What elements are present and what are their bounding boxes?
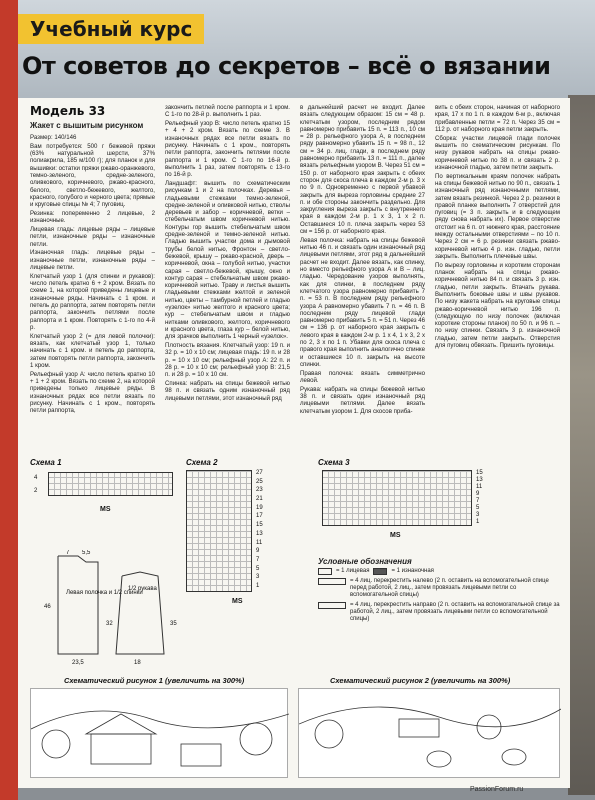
paragraph: Изнаночная гладь: лицевые ряды – изнаночные петли, изнаночные ряды – лицевые петли. <box>30 249 155 272</box>
legend-text: = 4 лиц. перекрестить налево (2 п. оставить на вспомогательной спице перед работой, 2 лиц., затем провязать лицевыми петли со вспомогательной спицы) <box>350 578 549 598</box>
dim-w2: 5,5 <box>82 550 91 556</box>
legend-title: Условные обозначения <box>318 557 412 566</box>
paragraph: Размер: 140/146 <box>30 134 77 141</box>
paragraph: Правая полочка: вязать симметрично левой. <box>300 369 425 384</box>
row-label: 15 <box>256 522 263 529</box>
dim-b1: 23,5 <box>72 660 84 666</box>
paragraph: Рельефный узор А: число петель кратно 10 + 1 + 2 кром. Вязать по схеме 2, на которой приведены только лицевые ряды. В изнаночных рядах все петли вязать по рисунку. Начинать с 1 кром., повторять петли раппорта, <box>30 370 155 415</box>
legend-row <box>318 602 563 623</box>
section-kicker: Учебный курс <box>18 14 204 44</box>
row-label: 27 <box>256 470 263 476</box>
scheme-1-grid <box>48 472 173 496</box>
dim-h1: 46 <box>44 604 51 610</box>
column-4 <box>435 104 560 444</box>
scheme-3-grid <box>322 470 472 526</box>
row-label: 11 <box>256 539 263 546</box>
paragraph: вить с обеих сторон, начиная от наборного края, 17 х по 1 п. в каждом 6-м р., включая прибавленные петли = 72 п. Через 35 см = 112 р. от наборного края петли закрыть. <box>435 104 560 133</box>
scheme-2-grid <box>186 470 252 592</box>
cable-right-icon <box>318 602 346 609</box>
scheme-3-title: Схема 3 <box>318 458 350 467</box>
knit-symbol-icon <box>318 568 332 575</box>
dim-b2: 18 <box>134 660 141 666</box>
row-label: 11 <box>476 484 483 490</box>
purl-symbol-icon <box>373 568 387 575</box>
left-panel-outline <box>58 556 98 654</box>
row-label: 15 <box>476 470 483 476</box>
row-label: 13 <box>256 530 263 537</box>
row-label: 7 <box>256 556 260 563</box>
column-2 <box>165 104 290 444</box>
legend-text: = 1 изнаночная <box>391 568 434 574</box>
paragraph: Плотность вязания. Клетчатый узор: 19 п. и 32 р. = 10 х 10 см; лицевая гладь: 19 п. и 28 р. = 10 х 10 см; рельефный узор А: 22 п. и 28 р. = 10 х 10 см; рельефный узор В: 21,5 п. и 28 р. = 10 х 10 см. <box>165 342 290 379</box>
legend-row <box>318 578 563 599</box>
paragraph: в дальнейший расчет не входит. Далее вязать следующим образом: 15 см = 48 р. клетчатым узором, последним рядом равномерно прибавить 15 п. = 113 п., 10 см = 28 р. рельефного узора А, в последнем ряду равномерно убавить 15 п. = 98 п., 12 см = 34 р. лиц. глади, в последнем ряду равномерно прибавить 13 п. = 111 п., далее вязать рельефным узором В. Через 51 см = 150 р. от наборного края закрыть с обеих сторон для скоса плеча в каждом 2-м р. 3 х по 9 п. Одновременно с первой убавкой закрыть для выреза горловины средние 27 п. и обе стороны закончить раздельно. Для закругления выреза закрыть с внутреннего края в каждом 2-м р. 1 х 3, 1 х 2 п. Оставшиеся 10 п. плеча закрыть через 53 см = 156 р. от наборного края. <box>300 104 425 236</box>
dim-h3: 35 <box>170 621 177 627</box>
paragraph: Рельефный узор В: число петель кратно 15 + 4 + 2 кром. Вязать по схеме 3. В изнаночных рядах все петли вязать по рисунку. Начинать с 1 кром., повторять петли раппорта, закончить петлями после раппорта и 1 кром. С 1-го по 16-й р. выполнить 1 раз, затем повторять с 13-го по 16-й р. <box>165 120 290 179</box>
left-panel-label: Левая полочка и 1/2 спинки <box>66 590 143 596</box>
scheme-1-title: Схема 1 <box>30 458 62 467</box>
cable-left-icon <box>318 578 346 585</box>
paragraph: Спинка: набрать на спицы бежевой нитью 98 п. и связать одним изнаночный ряд лицевыми петлями, этот изнаночный ряд <box>165 379 290 402</box>
dim-w1: 7 <box>66 550 70 556</box>
left-accent-rail <box>0 0 18 800</box>
sketch-2-drawing <box>299 689 561 779</box>
scheme-2-ms: MS <box>232 598 243 605</box>
sleeve-outline <box>116 572 164 654</box>
row-label: 9 <box>476 491 480 497</box>
legend-row <box>318 568 563 575</box>
sketch-2-title: Схематический рисунок 2 (увеличить на 300%) <box>330 676 511 685</box>
pattern-pieces <box>30 550 180 685</box>
row-label: 13 <box>476 477 483 483</box>
row-label: 1 <box>256 582 260 589</box>
row-label: 17 <box>256 513 263 520</box>
row-label: 19 <box>256 504 263 511</box>
dim-h2: 32 <box>106 621 113 627</box>
paragraph: Клетчатый узор 1 (для спинки и рукавов): число петель кратно 6 + 2 кром. Вязать по схеме 1, на которой приведены лицевые и изнаночные ряды. Начинать с 1 кром. и петель до раппорта, затем повторять петли раппорта, закончить петлями после раппорта и 1 кром. Повторять с 1-го по 4-й р. <box>30 272 155 331</box>
row-label: 25 <box>256 478 263 485</box>
article-columns <box>30 104 560 444</box>
paragraph: Ландшафт: вышить по схематическим рисункам 1 и 2 на полочках. Деревья – гладьевыми стежками темно-зеленой, средне-зеленой и оливковой нитью, стволы деревьев и забор – коричневой, ветки – стебельчатым швом коричневой нитью. Контуры гор вышить стебельчатым швом средне-зеленой и темно-зеленой нитью. Гладью вышить участки дома и дымовой трубы белой нитью, Фронтон – светло-бежевой, крышу – ржаво-красной, дверь – коричневой, окна – голубой нитью, участки сарая – светло-бежевой, крышу, окно и контур сарая – стебельчатым швом ржаво-коричневой нитью. Траву и листья вышить гладьевыми стежками желтой и зеленой нитью, цветы – тамбурной петлей и гладью «узелок» нитью желтого и красного цвета; кур – стебельчатым швом и гладью нитками оливкового, желтого, коричневого и красного цвета, глаза кур – белой нитью, для зрачков выполнить 1 черный «узелок». <box>165 179 290 341</box>
paragraph: Сборка: участки лицевой глади полочек вышить по схематическим рисункам. По низу рукавов набрать на спицы ржаво-коричневой нитью по 38 п. и связать 2 р. изнаночной гладью, затем петли закрыть. <box>435 134 560 171</box>
row-label: 5 <box>256 565 260 572</box>
paragraph: закончить петлей после раппорта и 1 кром. С 1-го по 28-й р. выполнить 1 раз. <box>165 104 290 119</box>
legend <box>318 558 563 626</box>
paragraph: Левая полочка: набрать на спицы бежевой нитью 46 п. и связать один изнаночный ряд лицевыми петлями, этот ряд в дальнейший расчет не входит. Далее вязать, как спинку, но вместо рельефного узора А и В – лиц. гладью. Чередование узоров выполнять, как для спинки, в последнем ряду клетчатого узора равномерно прибавить 7 п. = 53 п. В последнем ряду рельефного узора А равномерно убавить 7 п. = 46 п. В последнем ряду лицевой глади равномерно прибавить 5 п. = 51 п. Через 46 см = 136 р. от наборного края закрыть с левого края в каждом 2-м р. 1 х 4, 1 х 3, 2 х по 2, 3 х по 1 п. Убавки для скоса плеча с правого края выполнить аналогично спинке и оставшиеся 10 п. закрыть на высоте спинки. <box>300 236 425 368</box>
column-1 <box>30 104 155 444</box>
paragraph: По вертикальным краям полочек набрать на спицы бежевой нитью по 90 п., связать 1 изнаночный ряд изнаночными петлями, затем вязать резинкой. Через 2 р. резинки в правой планке выполнить 7 отверстий для пуговиц (= 3 п. закрыть и в следующем ряду снова набрать их). Первое отверстие отстоит на 6 п. от нижнего края, расстояние между остальными отверстиями – по 10 п. Через 2 см = 6 р. резинки связать ржаво-коричневой нитью 4 р. изн. гладью, петли закрыть. Выполнить плечевые швы. <box>435 172 560 260</box>
row-label: 7 <box>476 498 480 504</box>
scheme-1-row-label: 4 <box>34 475 38 481</box>
scheme-3-ms: MS <box>390 532 401 539</box>
scheme-2-title: Схема 2 <box>186 458 218 467</box>
scheme-1-ms: MS <box>100 506 111 513</box>
sketch-1-box <box>30 688 288 778</box>
row-label: 1 <box>476 519 480 525</box>
sketch-1-drawing <box>31 689 289 779</box>
paragraph: Вам потребуется: 500 г бежевой пряжи (63% натуральной шерсти, 37% полиакрила, 185 м/100 г); для планок и для вышивки: остатки пряжи ржаво-оранжевого, темно-зеленого, средне-зеленого, оливкового, коричневого, ржаво-красного, белого, светло-бежевого, желтого, красного, голубого и черного цвета; прямые и круговые спицы № 4; 7 пуговиц. <box>30 142 155 209</box>
photo-strip <box>568 95 595 795</box>
row-label: 5 <box>476 505 480 511</box>
paragraph: Резинка: попеременно 2 лицевые, 2 изнаночные. <box>30 209 155 225</box>
page-headline: От советов до секретов – всё о вязании <box>22 52 551 80</box>
sketch-2-box <box>298 688 560 778</box>
row-label: 21 <box>256 496 263 503</box>
paragraph: Клетчатый узор 2 (= для левой полочки): вязать, как клетчатый узор 1, только начинать с 1 кром. и петель до раппорта, затем повторять петли раппорта, закончить 1 кром. <box>30 332 155 369</box>
scheme-2-row-labels <box>256 470 270 592</box>
legend-text: = 4 лиц. перекрестить направо (2 п. оставить на вспомогательной спице за работой, 2 лиц., затем провязать лицевыми петли со вспомогательной спицы) <box>350 602 560 622</box>
paragraph: Рукава: набрать на спицы бежевой нитью 38 п. и связать один изнаночный ряд лицевыми петлями. Далее вязать клетчатым узором 1. Для скосов приба- <box>300 385 425 415</box>
legend-text: = 1 лицевая <box>336 568 370 574</box>
scheme-3-row-labels <box>476 470 490 526</box>
model-title: Модель 33 <box>30 104 106 118</box>
row-label: 3 <box>476 512 480 518</box>
paragraph: По вырезу горловины и коротким сторонам планок набрать на спицы ржаво-коричневой нитью 84 п. и связать 3 р. изн. гладью, петли закрыть. Втачать рукава. Выполнить боковые швы и швы рукавов. По низу жакета набрать на круговые спицы ржаво-коричневой нитью 196 п. (следующую по низу полочек (включая короткие стороны планок) по 50 п. и 96 п. – по низу спинки. Связать 3 р. изнаночной гладью, затем петли закрыть. Отверстия для пуговиц обвязать. Пришить пуговицы. <box>435 261 560 349</box>
row-label: 9 <box>256 548 260 555</box>
column-3 <box>300 104 425 444</box>
row-label: 23 <box>256 487 263 494</box>
scheme-1-row-label: 2 <box>34 488 38 494</box>
footer-watermark: PassionForum.ru <box>470 786 524 793</box>
model-subtitle: Жакет с вышитым рисунком <box>30 121 144 130</box>
row-label: 3 <box>256 574 260 581</box>
paragraph: Лицевая гладь: лицевые ряды – лицевые петли, изнаночные ряды – изнаночные петли. <box>30 226 155 248</box>
sleeve-label: 1/2 рукава <box>128 586 157 592</box>
sketch-1-title: Схематический рисунок 1 (увеличить на 300%) <box>64 676 245 685</box>
